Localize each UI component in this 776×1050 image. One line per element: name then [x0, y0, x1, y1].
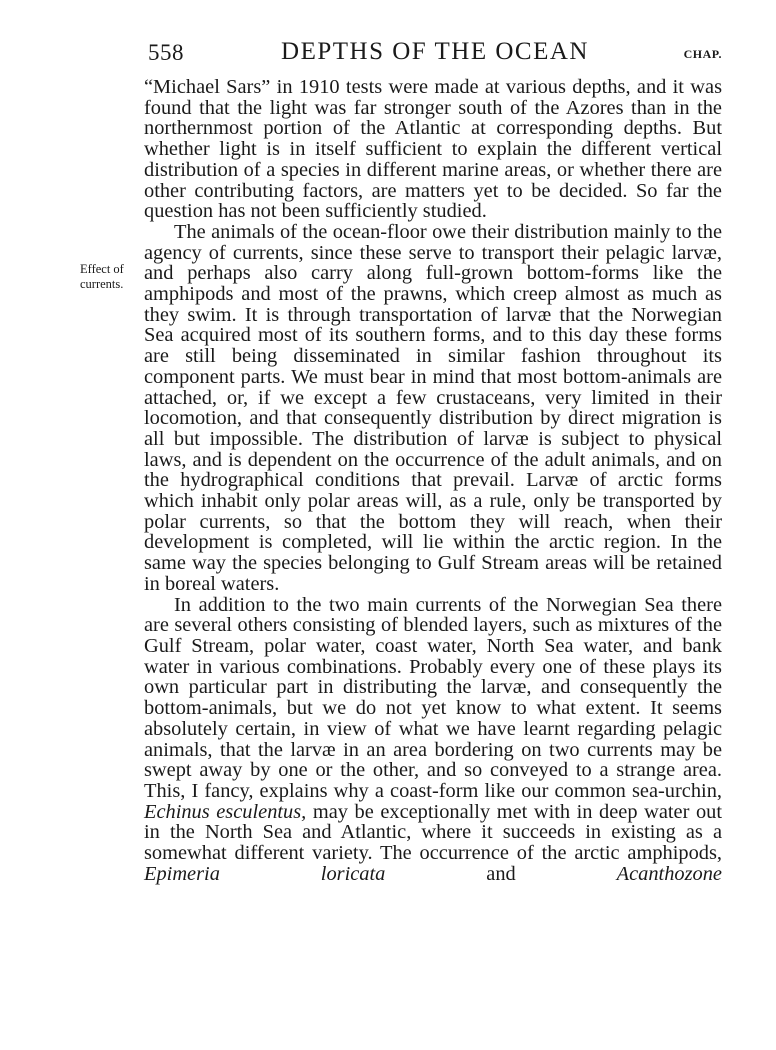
species-name-echinus: Echinus esculentus,: [144, 800, 307, 823]
body-text: [144, 77, 722, 884]
chapter-label: CHAP.: [683, 47, 722, 61]
paragraph-3-text-1: In addition to the two main currents of the Norwegian Sea there are several others consisting of blended layers, such as mixtures of the Gulf Stream, polar water, coast water, North Sea water, and bank water in various combinations. Probably every one of these plays its own particular part in distributing the larvæ, and consequently the bottom-animals, but we do not yet know to what extent. It seems absolutely certain, in view of what we have learnt regarding pelagic animals, that the larvæ in an area bordering on two currents may be swept away by one or the other, and so conveyed to a strange area. This, I fancy, explains why a coast-form like our common sea-urchin,: [144, 593, 722, 802]
running-header: [148, 38, 722, 74]
margin-note-line-1: Effect of: [80, 262, 124, 276]
species-name-epimeria: Epimeria loricata: [144, 862, 386, 885]
species-name-acanthozone: Acanthozone: [616, 862, 722, 885]
paragraph-2: The animals of the ocean-floor owe their distribution mainly to the agency of currents, since these serve to transport their pelagic larvæ, and perhaps also carry along full-grown bottom-forms like the amphipods and most of the prawns, which creep almost as much as they swim. It is through transportation of larvæ that the Norwegian Sea acquired most of its southern forms, and to this day these forms are still being disseminated in similar fashion throughout its component parts. We must bear in mind that most bottom-animals are attached, or, if we except a few crustaceans, very limited in their locomotion, and that consequently distribution by direct migration is all but impossible. The distribution of larvæ is subject to physical laws, and is dependent on the occurrence of the adult animals, and on the hydrographical conditions that prevail. Larvæ of arctic forms which inhabit only polar areas will, as a rule, only be transported by polar currents, so that the bottom they will reach, when their development is completed, will lie within the arctic region. In the same way the species belonging to Gulf Stream areas will be retained in boreal waters.: [144, 220, 722, 595]
running-title: DEPTHS OF THE OCEAN: [281, 38, 589, 65]
paragraph-3: [144, 595, 722, 885]
paragraph-3-text-2: may be exceptionally met with in deep water out in the North Sea and Atlantic, where it succeeds in existing as a somewhat different variety. The occurrence of the arctic amphipods,: [144, 800, 722, 865]
margin-note: [80, 262, 140, 292]
paragraph-1: “Michael Sars” in 1910 tests were made at various depths, and it was found that the light was far stronger south of the Azores than in the northernmost portion of the Atlantic at corresponding depths. But whether light is in itself sufficient to explain the different vertical distribution of a species in different marine areas, or whether there are other contributing factors, are matters yet to be decided. So far the question has not been sufficiently studied.: [144, 76, 722, 223]
paragraph-3-text-3: and: [486, 862, 516, 885]
page-number: 558: [148, 40, 184, 65]
margin-note-line-2: currents.: [80, 277, 124, 291]
